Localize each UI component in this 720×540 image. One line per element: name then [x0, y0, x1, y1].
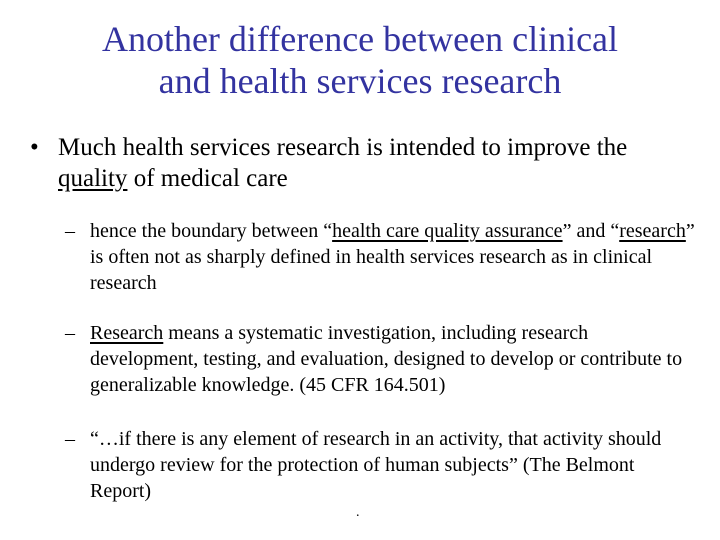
title-line-2: and health services research — [158, 61, 562, 101]
main-bullet-text-part-1: Much health services research is intended to improve the — [58, 134, 628, 161]
sub-bullet-boundary — [65, 218, 695, 296]
dash-marker: – — [65, 220, 75, 242]
sub-bullet-text — [90, 218, 695, 296]
footer-dot: . — [356, 505, 360, 520]
main-bullet-text — [58, 132, 680, 194]
sub1-part-1: hence the boundary between “ — [90, 220, 333, 242]
sub-bullet-text — [90, 320, 695, 398]
sub1-underlined-research: research — [619, 220, 686, 242]
main-bullet — [30, 132, 680, 194]
dash-marker: – — [65, 322, 75, 344]
sub2-part-1: means a systematic investigation, including research development, testing, and evaluation, designed to develop or contribute to generalizable knowledge. (45 CFR 164.501) — [90, 322, 683, 396]
sub-bullet-text: “…if there is any element of research in an activity, that activity should undergo review for the protection of human subjects” (The Belmont Report) — [90, 428, 662, 502]
bullet-marker: • — [30, 134, 39, 161]
sub2-underlined-research: Research — [90, 322, 164, 344]
dash-marker: – — [65, 428, 75, 450]
sub1-part-2: ” and “ — [562, 220, 620, 242]
title-line-1: Another difference between clinical — [101, 19, 619, 59]
sub-bullet-definition — [65, 320, 695, 398]
sub1-part-3: ” is often not as sharply defined in health services research as in clinical research — [90, 220, 695, 294]
main-bullet-underlined-word: quality — [58, 165, 128, 192]
slide-title — [40, 18, 680, 102]
sub-bullet-belmont-quote — [65, 426, 695, 504]
main-bullet-text-part-2: of medical care — [127, 165, 288, 192]
sub1-underlined-qa: health care quality assurance — [332, 220, 563, 242]
